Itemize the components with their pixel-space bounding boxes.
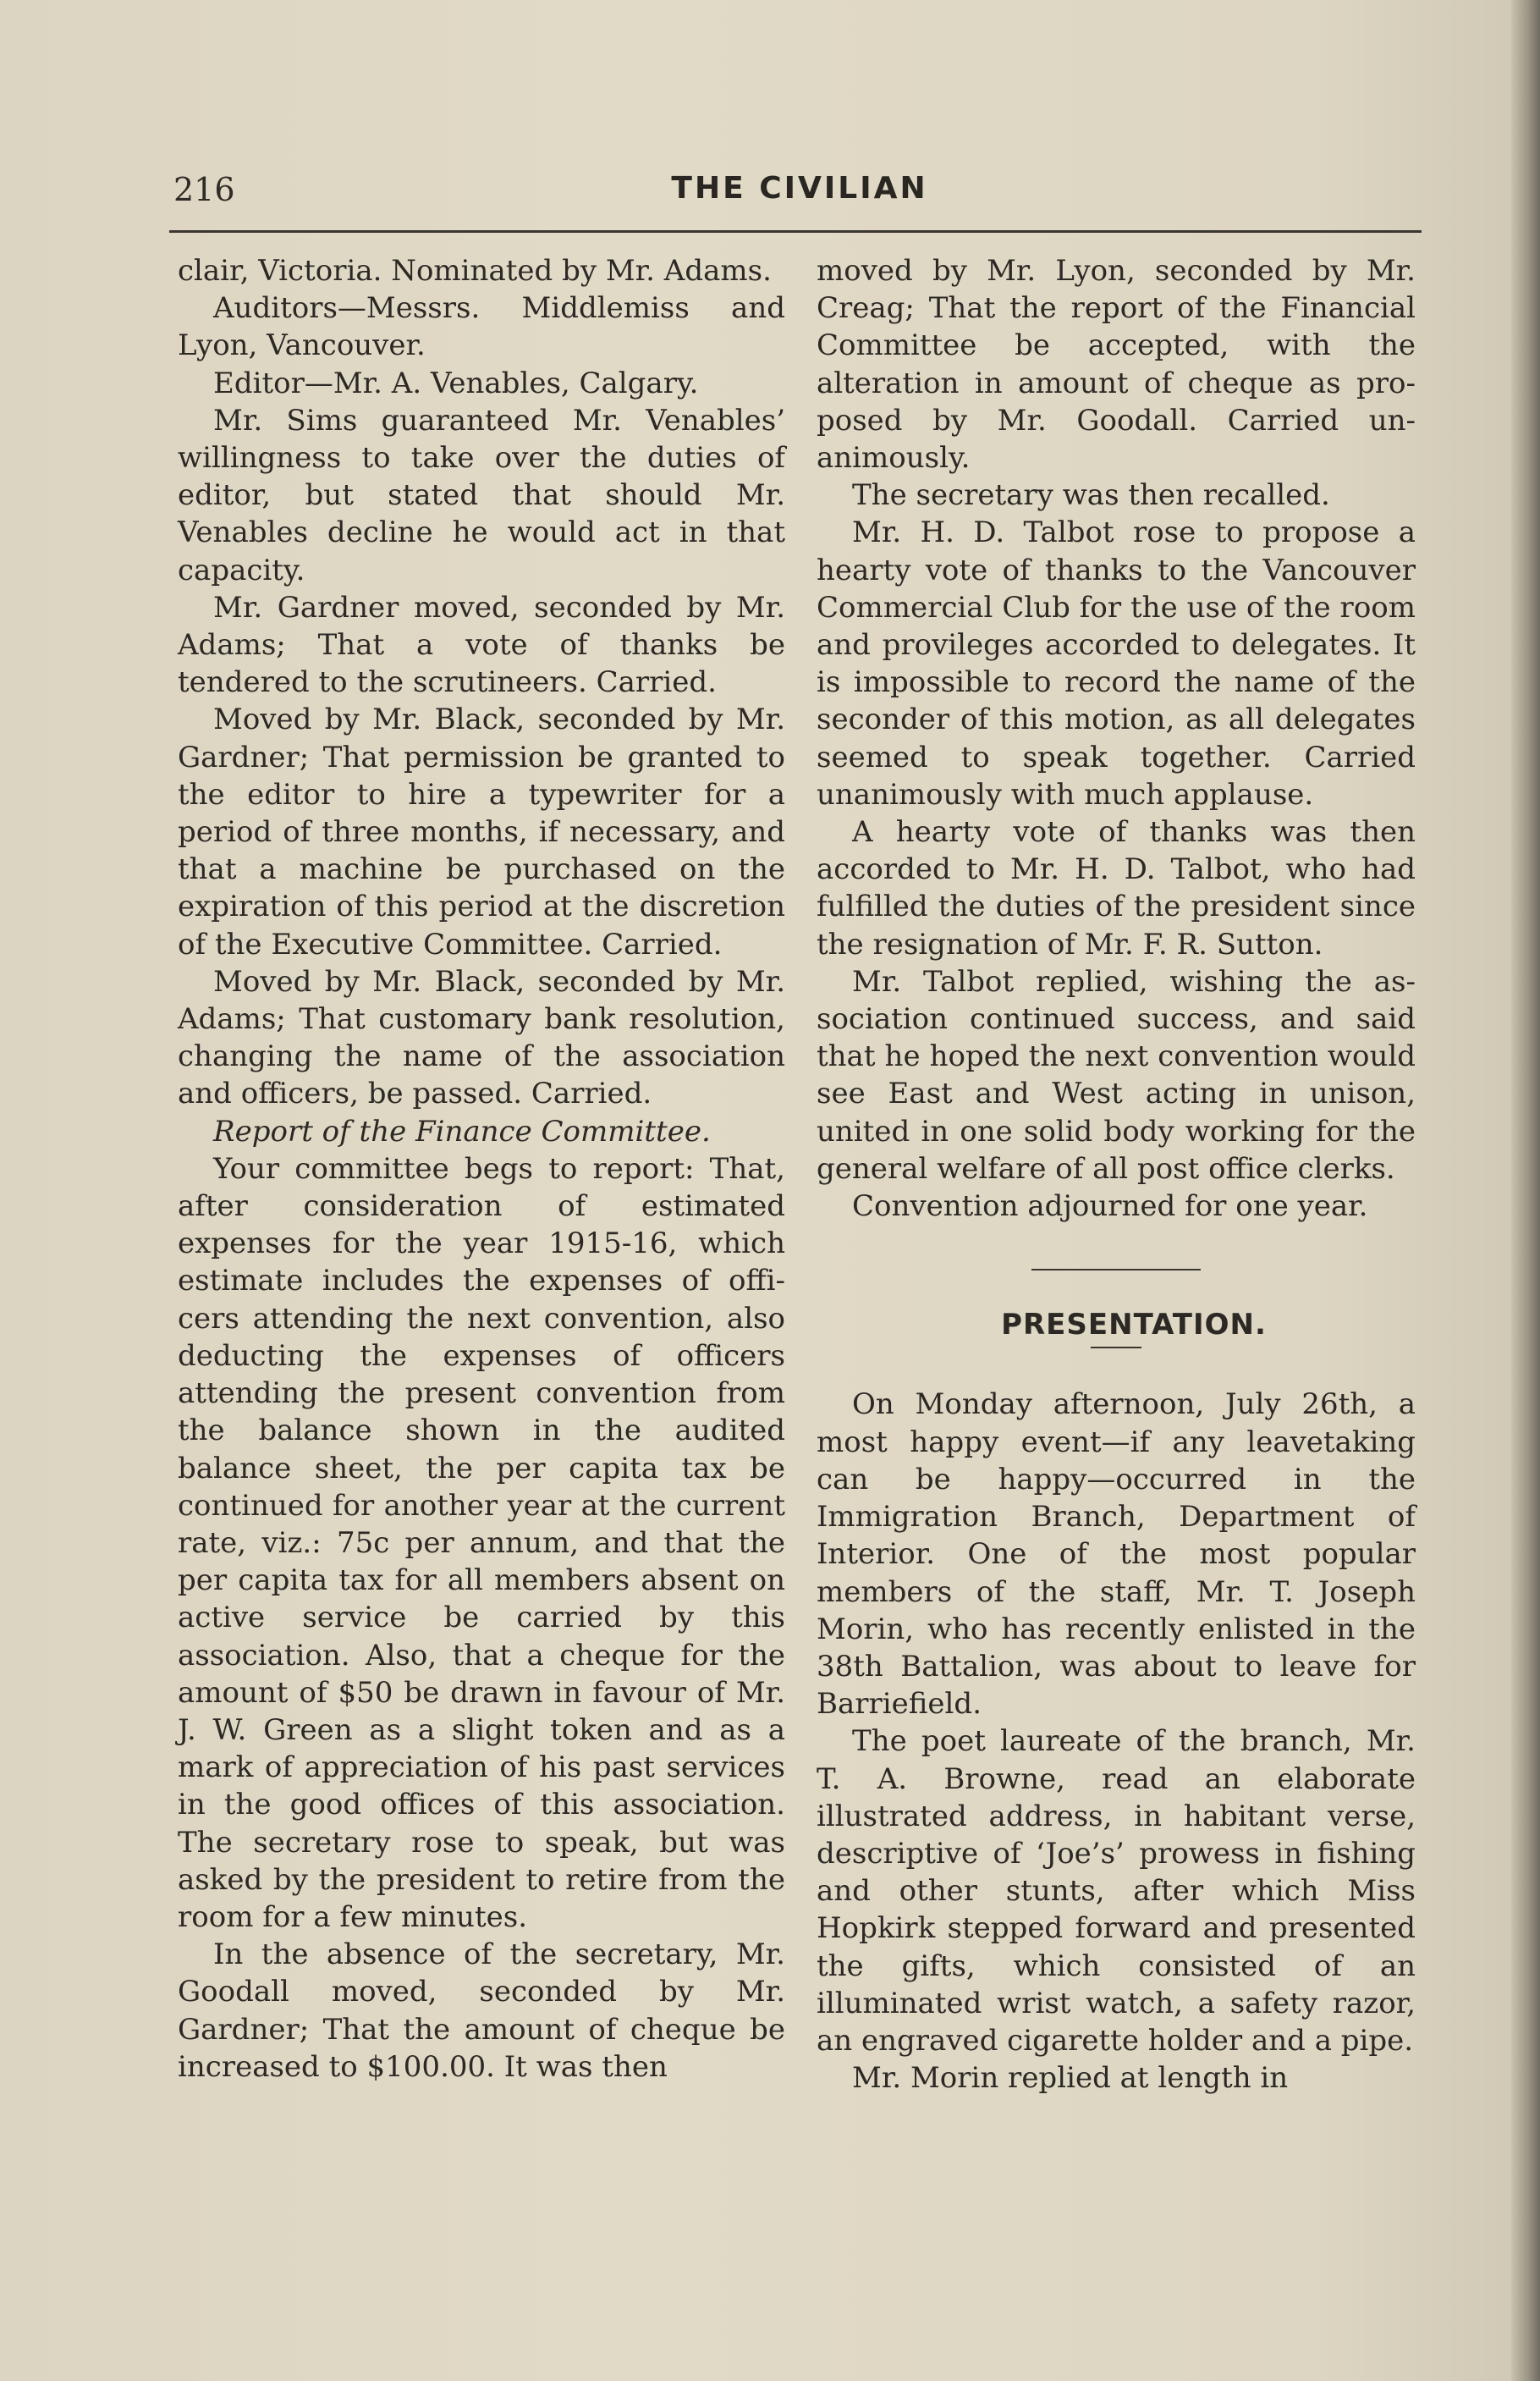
paragraph: Editor—Mr. A. Venables, Calgary.: [213, 366, 699, 400]
paragraph: In the absence of the secretary, Mr. Goodall moved, seconded by Mr. Gardner; That the amount of cheque be increased to $100.00. It was then: [178, 1937, 785, 2084]
paragraph: Mr. Morin replied at length in: [852, 2061, 1289, 2096]
paragraph: Auditors—Messrs. Middlemiss and Lyon, Vancouver.: [178, 291, 785, 363]
paragraph: clair, Victoria. Nominated by Mr. Adams.: [178, 254, 772, 288]
paragraph: On Monday afternoon, July 26th, a most happy event—if any leavetaking can be happy—occurred in the Immigration Branch, Department of Interior. One of the most popular members of the staff, Mr. T. Joseph Morin, who has recently enlisted in the 38th Battalion, was about to leave for Barriefield.: [817, 1387, 1416, 1722]
paragraph: A hearty vote of thanks was then accorded to Mr. H. D. Talbot, who had fulfilled the duties of the president since the resignation of Mr. F. R. Sutton.: [817, 815, 1416, 962]
paragraph: Your committee begs to report: That, after consideration of estimated expenses for the year 1915-16, which estimate includes the expenses of officers attending the next convention, also deducting the expenses of officers attending the present convention from the balance shown in the audited balance sheet, the per capita tax be continued for another year at the current rate, viz.: 75c per annum, and that the per capita tax for all members absent on active service be carried by this association. Also, that a cheque for the amount of $50 be drawn in favour of Mr. J. W. Green as a slight token and as a mark of appreciation of his past services in the good offices of this association. The secretary rose to speak, but was asked by the president to retire from the room for a few minutes.: [178, 1151, 785, 1934]
paragraph: moved by Mr. Lyon, seconded by Mr. Creag; That the report of the Financial Committee be accepted, with the alteration in amount of cheque as proposed by Mr. Goodall. Carried unanimously.: [817, 254, 1416, 476]
paragraph: Mr. Talbot replied, wishing the association continued success, and said that he hoped the next convention would see East and West acting in unison, united in one solid body working for the general welfare of all post office clerks.: [817, 964, 1416, 1186]
section-divider: [1031, 1269, 1201, 1270]
paragraph: Convention adjourned for one year.: [852, 1189, 1368, 1224]
paragraph: Moved by Mr. Black, seconded by Mr. Gardner; That permission be granted to the editor to hire a typewriter for a period of three months, if necessary, and that a machine be purchased on the expiration of this period at the discretion of the Executive Committee. Carried.: [178, 703, 785, 962]
left-column: [178, 252, 785, 2086]
section-title: Report of the Finance Committee.: [213, 1114, 711, 1149]
paragraph: Moved by Mr. Black, seconded by Mr. Adams; That customary bank resolution, changing the name of the association and officers, be passed. Carried.: [178, 964, 785, 1111]
page-header: [173, 171, 1426, 222]
paragraph: Mr. H. D. Talbot rose to propose a hearty vote of thanks to the Vancouver Commercial Club for the use of the room and provileges accorded to delegates. It is impossible to record the name of the seconder of this motion, as all delegates seemed to speak together. Carried unanimously with much applause.: [817, 515, 1416, 812]
paragraph: Mr. Gardner moved, seconded by Mr. Adams; That a vote of thanks be tendered to the scrutineers. Carried.: [178, 590, 785, 700]
running-title: THE CIVILIAN: [671, 171, 928, 206]
paragraph: The poet laureate of the branch, Mr. T. A. Browne, read an elaborate illustrated address, in habitant verse, descriptive of ‘Joe’s’ prowess in fishing and other stunts, after which Miss Hopkirk stepped forward and presented the gifts, which consisted of an illuminated wrist watch, a safety razor, an engraved cigarette holder and a pipe.: [817, 1724, 1416, 2058]
paragraph: The secretary was then recalled.: [852, 478, 1330, 513]
right-column: [817, 252, 1416, 2097]
page-binding-edge: [1511, 0, 1540, 2381]
page-number: 216: [173, 171, 235, 208]
presentation-heading: PRESENTATION.: [1001, 1308, 1267, 1342]
heading-underline: [1091, 1347, 1141, 1348]
paragraph: Mr. Sims guaranteed Mr. Venables’ willingness to take over the duties of editor, but stated that should Mr. Venables decline he would act in that capacity.: [178, 403, 785, 587]
header-rule: [169, 230, 1422, 233]
